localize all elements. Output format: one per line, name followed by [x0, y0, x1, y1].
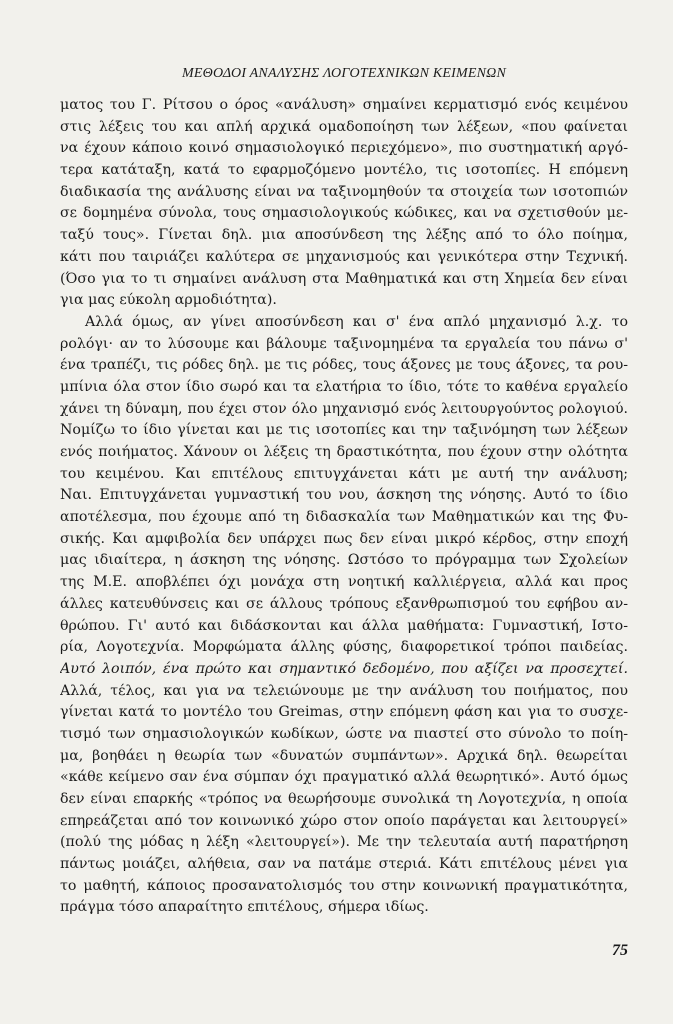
text-line: (Όσο για το τι σημαίνει ανάλυση στα Μαθηματικά και στη Χημεία δεν είναι	[60, 270, 628, 287]
text-line: μπίνια όλα στον ίδιο σωρό και τα ελατήρια το ίδιο, τότε το καθένα εργαλείο	[60, 378, 628, 395]
text-line: ματος του Γ. Ρίτσου ο όρος «ανάλυση» σημαίνει κερματισμό ενός κειμένου	[60, 97, 628, 113]
text-line: Αλλά όμως, αν γίνει αποσύνδεση και σ' ένα απλό μηχανισμό λ.χ. το	[85, 313, 628, 330]
text-line: το μαθητή, κάποιος προσανατολισμός του στην κοινωνική πραγματικότητα,	[60, 877, 628, 894]
text-line: ταξύ τους». Γίνεται δηλ. μια αποσύνδεση της λέξης από το όλο ποίημα,	[60, 227, 628, 244]
text-line: αποτέλεσμα, που έχουμε από τη διδασκαλία των Μαθηματικών και της Φυ-	[60, 509, 628, 526]
text-line: σε δομημένα σύνολα, τους σημασιολογικούς κώδικες, και να σχετισθούν με-	[60, 205, 628, 222]
text-line: θρώπου. Γι' αυτό και διδάσκονται και άλλα μαθήματα: Γυμναστική, Ιστο-	[60, 617, 628, 634]
text-line: άλλες κατευθύνσεις και σε άλλους τρόπους εξανθρωπισμού του εφήβου αν-	[60, 595, 628, 612]
text-line: (πολύ της μόδας η λέξη «λειτουργεί»). Με την τελευταία αυτή παρατήρηση	[60, 834, 628, 851]
text-line: πάντως μοιάζει, αλήθεια, σαν να πατάμε στεριά. Κάτι επιτέλους μένει για	[60, 856, 628, 873]
text-line: τερα κατάταξη, κατά το εφαρμοζόμενο μοντέλο, τις ισοτοπίες. Η επόμενη	[60, 162, 628, 179]
text-line: της Μ.Ε. αποβλέπει όχι μονάχα στη νοητική καλλιέργεια, αλλά και προς	[60, 574, 628, 591]
text-line: μα, βοηθάει η θεωρία των «δυνατών συμπάντων». Αρχικά δηλ. θεωρείται	[60, 747, 628, 764]
text-line: πράγμα τόσο απαραίτητο επιτέλους, σήμερα ιδίως.	[60, 899, 429, 916]
text-line: επηρεάζεται από τον κοινωνικό χώρο στον οποίο παράγεται και λειτουργεί»	[60, 812, 628, 829]
text-line: δεν είναι επαρκής «τρόπος να θεωρήσουμε συνολικά τη Λογοτεχνία, η οποία	[60, 791, 628, 807]
text-line: Αλλά, τέλος, και για να τελειώνουμε με την ανάλυση του ποιήματος, που	[60, 682, 628, 699]
text-line: ρία, Λογοτεχνία. Μορφώματα άλλης φύσης, διαφορετικοί τρόποι παιδείας.	[60, 639, 628, 656]
running-head: ΜΕΘΟΔΟΙ ΑΝΑΛΥΣΗΣ ΛΟΓΟΤΕΧΝΙΚΩΝ ΚΕΙΜΕΝΩΝ	[182, 66, 506, 81]
text-line: μας ιδιαίτερα, η άσκηση της νόησης. Ωστόσο το πρόγραμμα των Σχολείων	[60, 552, 628, 569]
text-line: του κειμένου. Και επιτέλους επιτυγχάνεται κάτι με αυτή την ανάλυση;	[60, 465, 628, 482]
text-line: «κάθε κείμενο σαν ένα σύμπαν όχι πραγματικό αλλά θεωρητικό». Αυτό όμως	[60, 769, 628, 786]
body-text	[60, 95, 628, 919]
text-line: Ναι. Επιτυγχάνεται γυμναστική του νου, άσκηση της νόησης. Αυτό το ίδιο	[60, 487, 628, 504]
text-line: στις λέξεις του και απλή αρχικά ομαδοποίηση των λέξεων, «που φαίνεται	[60, 118, 628, 135]
text-line: κάτι που ταιριάζει καλύτερα σε μηχανισμούς και γενικότερα στην Τεχνική.	[60, 248, 628, 265]
text-line: να έχουν κάποιο κοινό σημασιολογικό περιεχόμενο», πιο συστηματική αργό-	[60, 140, 628, 157]
text-line: ενός ποιήματος. Χάνουν οι λέξεις τη δραστικότητα, που έχουν στην ολότητα	[60, 444, 628, 460]
text-line: χάνει τη δύναμη, που έχει στον όλο μηχανισμό ενός λειτουργούντος ρολογιού.	[60, 400, 628, 417]
italic-text-line: Αυτό λοιπόν, ένα πρώτο και σημαντικό δεδομένο, που αξίζει να προσεχτεί.	[60, 660, 628, 677]
text-line: ρολόγι· αν το λύσουμε και βάλουμε ταξινομημένα τα εργαλεία του πάνω σ'	[60, 335, 628, 352]
text-line: γίνεται κατά το μοντέλο του Greimas, στην επόμενη φάση και για το συσχε-	[60, 704, 628, 721]
page-number: 75	[612, 942, 628, 959]
text-line: ένα τραπέζι, τις ρόδες δηλ. με τις ρόδες, τους άξονες με τους άξονες, τα ρου-	[60, 357, 628, 374]
text-line: διαδικασία της ανάλυσης είναι να ταξινομηθούν τα στοιχεία των ισοτοπιών	[60, 183, 628, 200]
text-line: τισμό των σημασιολογικών κωδίκων, ώστε να πιαστεί στο σύνολο το ποίη-	[60, 725, 628, 742]
text-line: σικής. Και αμφιβολία δεν υπάρχει πως δεν είναι μικρό κέρδος, στην εποχή	[60, 530, 628, 547]
text-line: Νομίζω το ίδιο γίνεται και με τις ισοτοπίες και την ταξινόμηση των λέξεων	[60, 422, 628, 439]
text-line: για μας εύκολη αρμοδιότητα).	[60, 292, 277, 309]
